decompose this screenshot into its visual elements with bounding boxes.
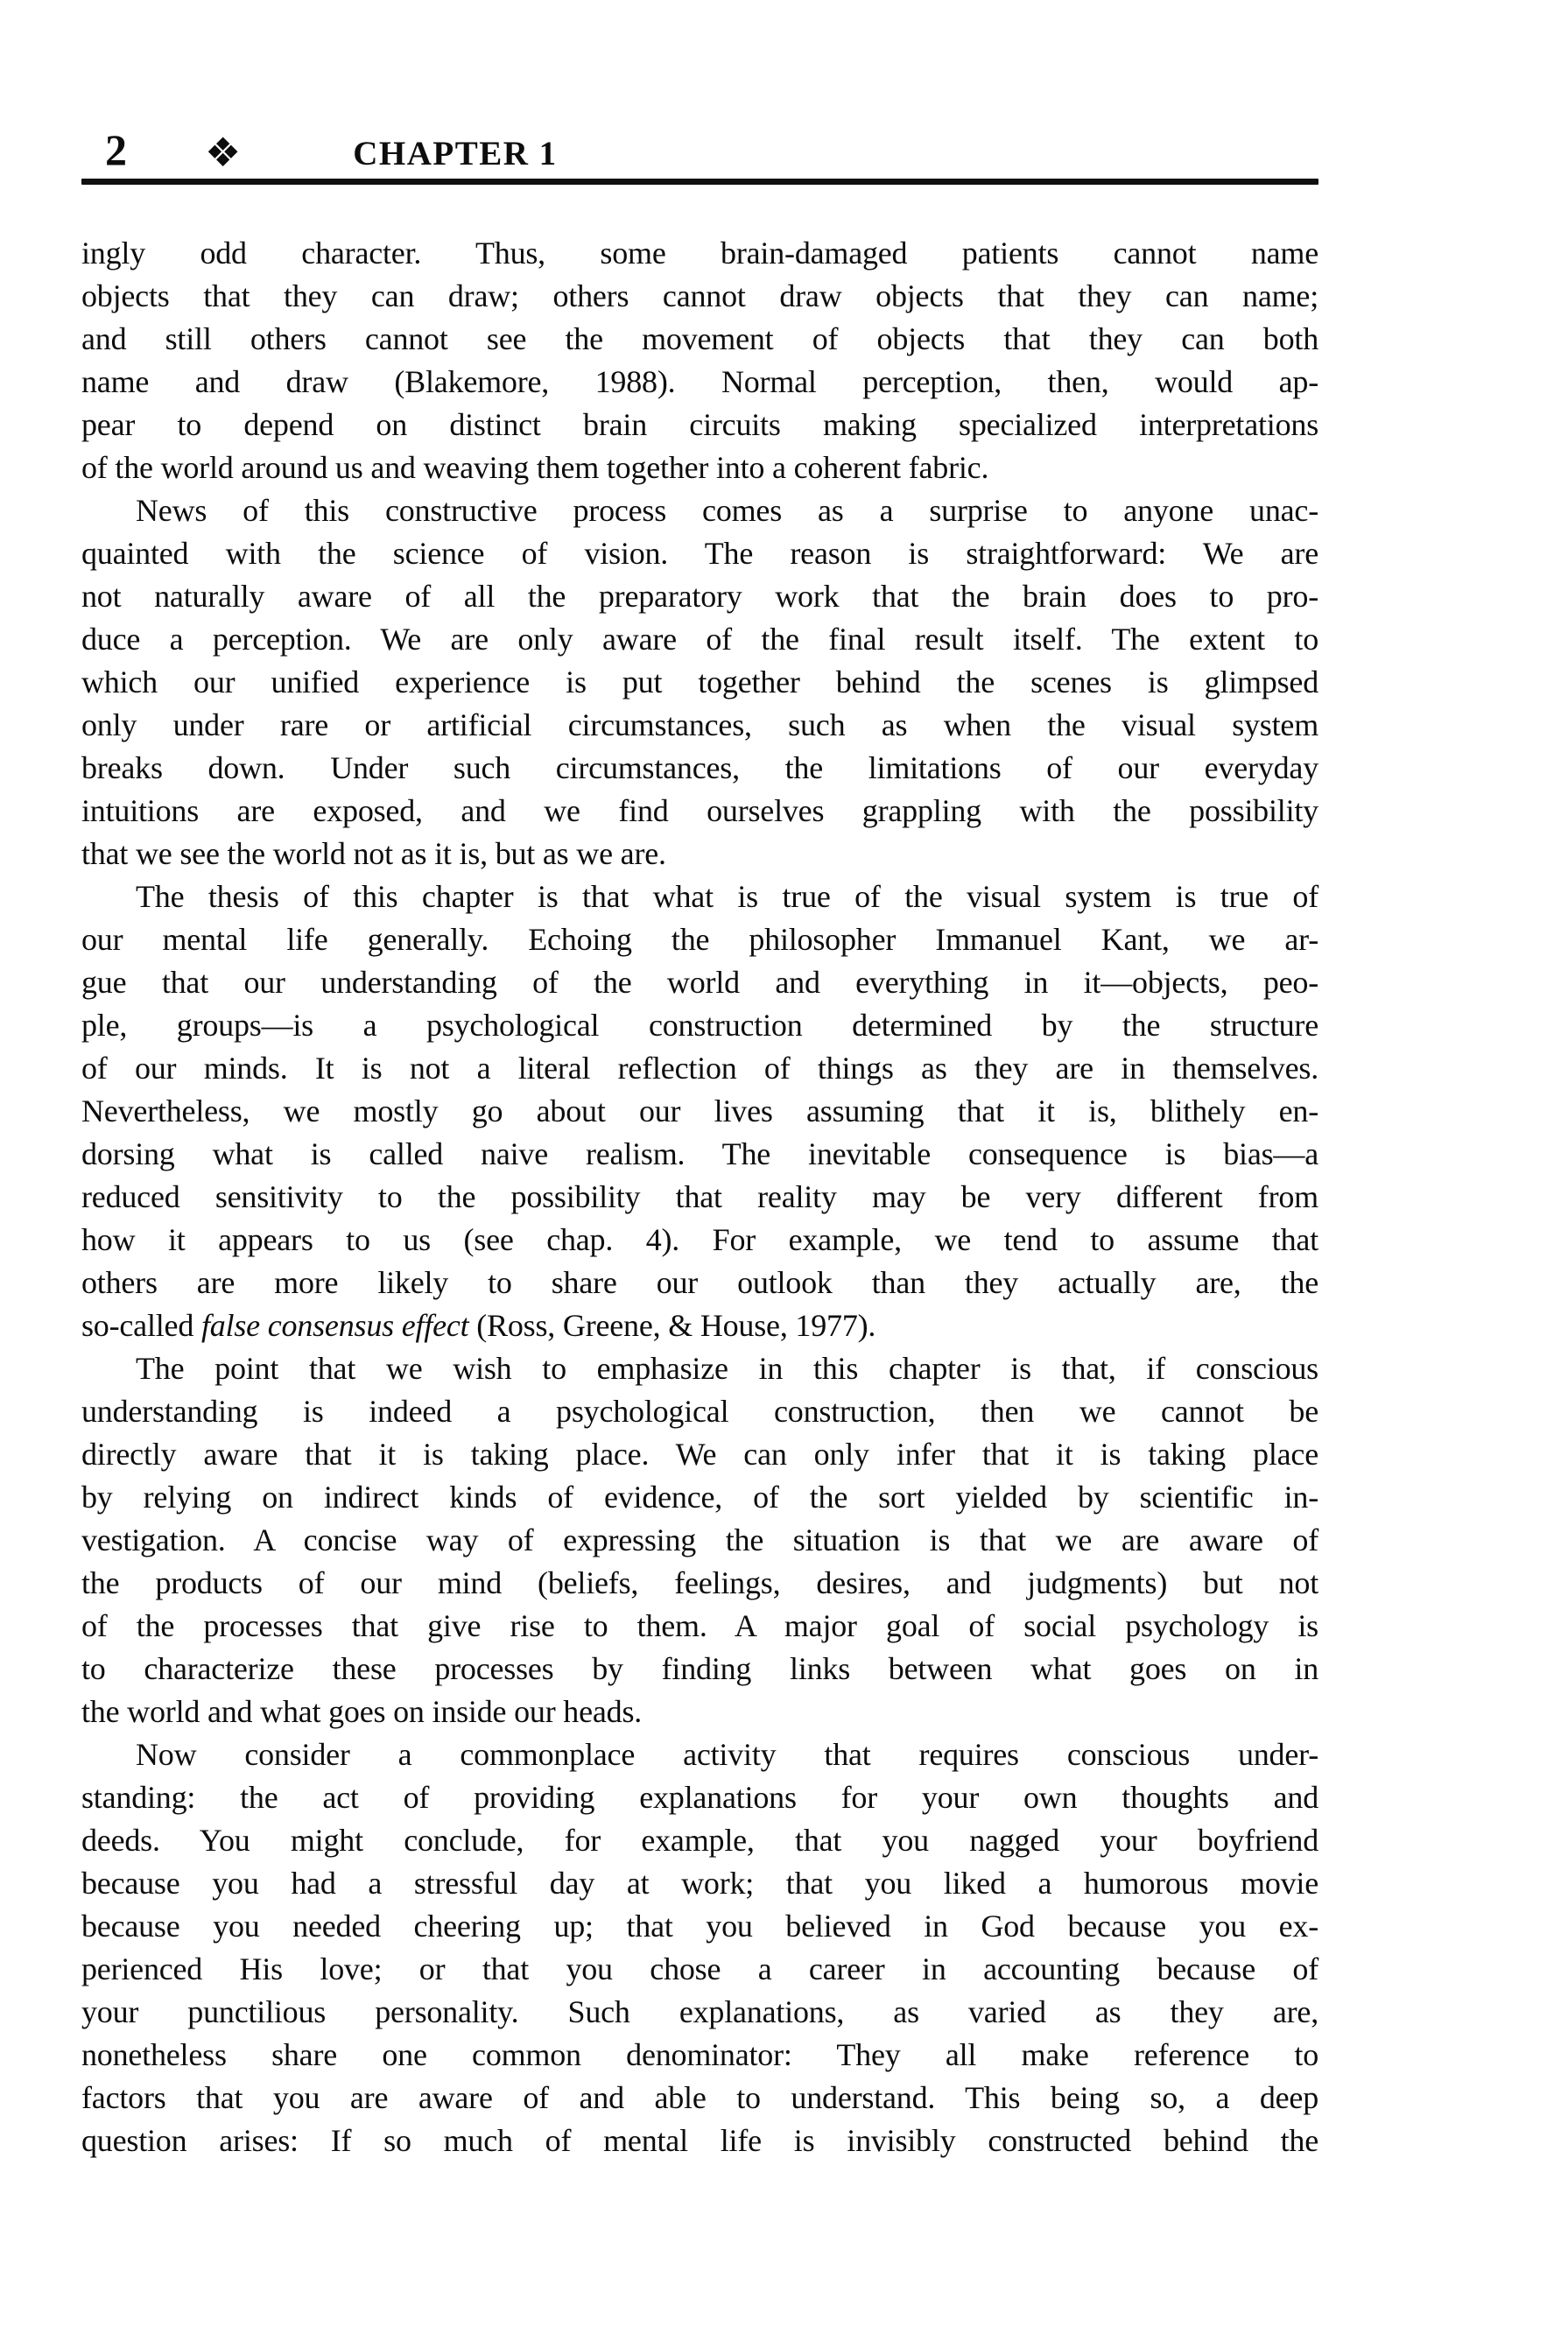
text-line: ingly odd character. Thus, some brain-damaged patients cannot name <box>81 236 1318 271</box>
header-rule <box>81 179 1318 185</box>
text-line: of the processes that give rise to them. A major goal of social psychology is <box>81 1608 1318 1643</box>
text-line: of the world around us and weaving them together into a coherent fabric. <box>81 450 989 485</box>
text-line: our mental life generally. Echoing the philosopher Immanuel Kant, we ar- <box>81 922 1318 957</box>
text-line: question arises: If so much of mental life is invisibly constructed behind the <box>81 2123 1318 2158</box>
text-line: to characterize these processes by finding links between what goes on in <box>81 1651 1318 1686</box>
text-line: The point that we wish to emphasize in this chapter is that, if conscious <box>136 1351 1318 1386</box>
text-line: vestigation. A concise way of expressing the situation is that we are aware of <box>81 1522 1318 1557</box>
text-line: quainted with the science of vision. The reason is straightforward: We are <box>81 536 1318 571</box>
paragraph <box>81 1347 1318 1733</box>
text-line: Nevertheless, we mostly go about our lives assuming that it is, blithely en- <box>81 1093 1318 1128</box>
text-line: directly aware that it is taking place. We can only infer that it is taking place <box>81 1437 1318 1472</box>
text-line: not naturally aware of all the preparatory work that the brain does to pro- <box>81 579 1318 614</box>
text-line: which our unified experience is put together behind the scenes is glimpsed <box>81 664 1318 700</box>
text-line: News of this constructive process comes as a surprise to anyone unac- <box>136 493 1318 528</box>
text-line: intuitions are exposed, and we find ourselves grappling with the possibility <box>81 793 1318 828</box>
text-line: others are more likely to share our outlook than they actually are, the <box>81 1265 1318 1300</box>
text-line: the products of our mind (beliefs, feelings, desires, and judgments) but not <box>81 1565 1318 1600</box>
text-line: dorsing what is called naive realism. The inevitable consequence is bias—a <box>81 1136 1318 1171</box>
text-line: understanding is indeed a psychological construction, then we cannot be <box>81 1394 1318 1429</box>
text-line: Now consider a commonplace activity that requires conscious under- <box>136 1737 1318 1772</box>
paragraph <box>81 1733 1318 2162</box>
page-number: 2 <box>105 125 128 174</box>
text-line: objects that they can draw; others cannot draw objects that they can name; <box>81 278 1318 313</box>
text-line: how it appears to us (see chap. 4). For example, we tend to assume that <box>81 1222 1318 1257</box>
text-line: standing: the act of providing explanations for your own thoughts and <box>81 1780 1318 1815</box>
text-line: breaks down. Under such circumstances, the limitations of our everyday <box>81 750 1318 785</box>
text-line: because you had a stressful day at work; that you liked a humorous movie <box>81 1866 1318 1901</box>
page-content <box>81 124 1318 2162</box>
text-line: so-called false consensus effect (Ross, Greene, & House, 1977). <box>81 1308 876 1343</box>
text-line: the world and what goes on inside our heads. <box>81 1694 643 1729</box>
text-line: name and draw (Blakemore, 1988). Normal perception, then, would ap- <box>81 364 1318 399</box>
running-head <box>81 124 1318 173</box>
paragraph <box>81 875 1318 1347</box>
text-line: gue that our understanding of the world and everything in it—objects, peo- <box>81 965 1318 1000</box>
text-line: deeds. You might conclude, for example, that you nagged your boyfriend <box>81 1823 1318 1858</box>
text-line: your punctilious personality. Such explanations, as varied as they are, <box>81 1994 1318 2029</box>
chapter-label: CHAPTER 1 <box>353 135 558 172</box>
text-line: because you needed cheering up; that you believed in God because you ex- <box>81 1909 1318 1944</box>
text-line: of our minds. It is not a literal reflection of things as they are in themselves. <box>81 1051 1318 1086</box>
paragraph <box>81 489 1318 875</box>
text-line: and still others cannot see the movement of objects that they can both <box>81 321 1318 356</box>
text-line: perienced His love; or that you chose a career in accounting because of <box>81 1951 1318 1986</box>
text-line: only under rare or artificial circumstances, such as when the visual system <box>81 707 1318 742</box>
text-line: reduced sensitivity to the possibility that reality may be very different from <box>81 1179 1318 1214</box>
text-line: factors that you are aware of and able to understand. This being so, a deep <box>81 2080 1318 2115</box>
text-line: by relying on indirect kinds of evidence, of the sort yielded by scientific in- <box>81 1480 1318 1515</box>
text-line: that we see the world not as it is, but as we are. <box>81 836 666 871</box>
text-line: The thesis of this chapter is that what is true of the visual system is true of <box>136 879 1318 914</box>
text-line: ple, groups—is a psychological construction determined by the structure <box>81 1008 1318 1043</box>
text-line: pear to depend on distinct brain circuits making specialized interpretations <box>81 407 1318 442</box>
text-line: nonetheless share one common denominator: They all make reference to <box>81 2037 1318 2072</box>
body-text <box>81 232 1318 2162</box>
diamond-ornament-icon: ❖ <box>205 130 242 175</box>
text-line: duce a perception. We are only aware of the final result itself. The extent to <box>81 622 1318 657</box>
paragraph <box>81 232 1318 489</box>
